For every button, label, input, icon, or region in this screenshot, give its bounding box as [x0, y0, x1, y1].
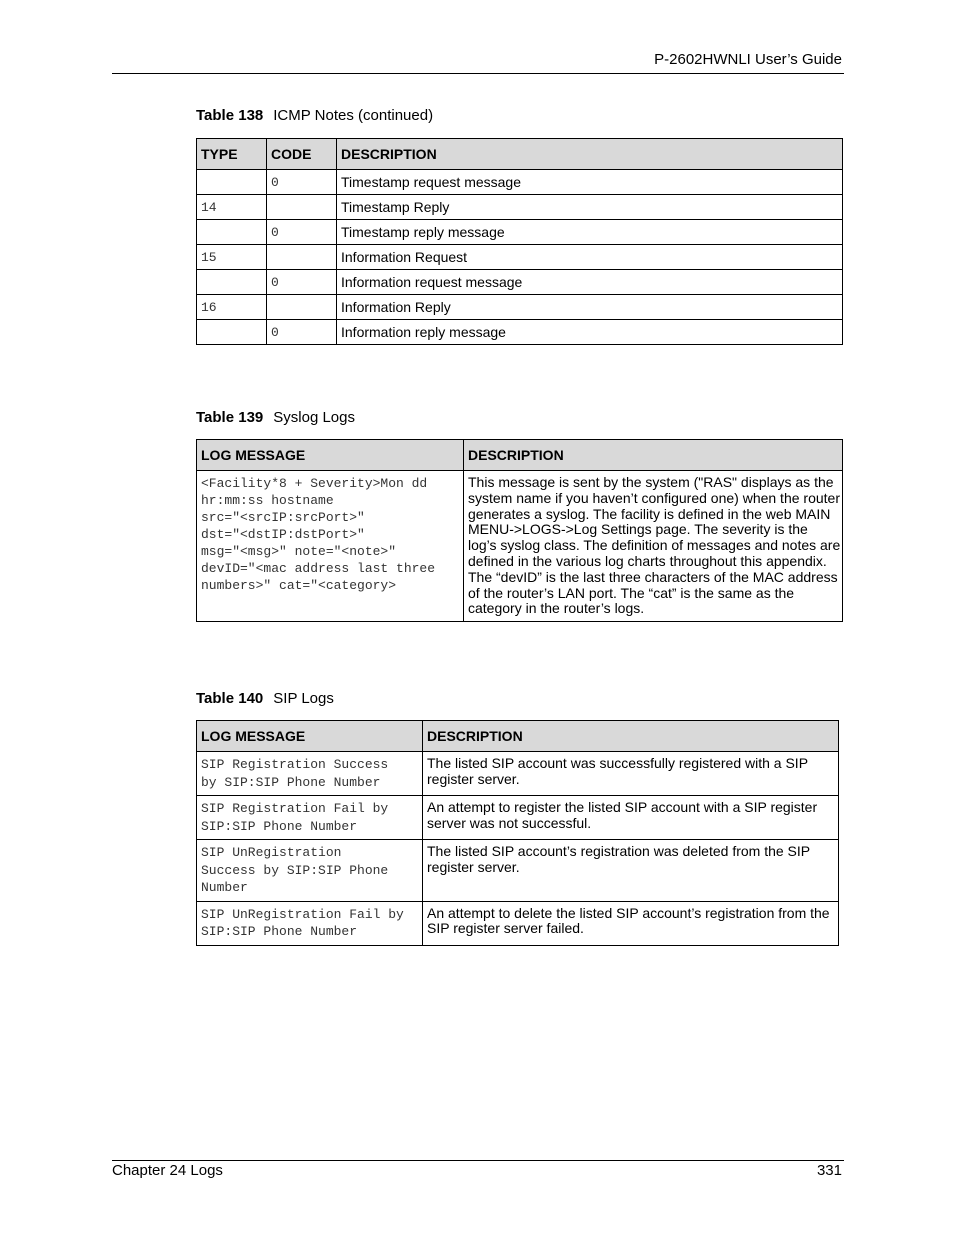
text-line: log’s syslog class. The definition of messages and notes are [468, 537, 841, 554]
table-row [197, 295, 843, 320]
header-log-message: LOG MESSAGE [197, 721, 423, 752]
chapter-label: Chapter 24 Logs [112, 1162, 223, 1179]
table-138-caption [196, 107, 433, 124]
text-line: MENU->LOGS->Log Settings page. The severity is the [468, 521, 808, 538]
description-cell [423, 840, 839, 902]
table-row [197, 320, 843, 345]
caption-label: Table 140 [196, 690, 264, 707]
page-number: 331 [816, 1162, 842, 1179]
table-row [197, 245, 843, 270]
text-line: msg="<msg>" note="<note>" [201, 544, 397, 559]
description-cell [423, 796, 839, 840]
text-line: src="<srcIP:srcPort>" [201, 510, 365, 525]
table-row [197, 170, 843, 195]
type-cell [197, 320, 267, 345]
description-cell: Information Request [337, 245, 843, 270]
text-line: generates a syslog. The facility is defined in the web MAIN [468, 505, 831, 522]
log-message-cell [197, 471, 464, 622]
table-row [197, 796, 839, 840]
header-code: CODE [267, 139, 337, 170]
syslog-logs-table [196, 439, 843, 622]
text-line: The listed SIP account was successfully registered with a SIP [427, 755, 809, 771]
code-cell [267, 245, 337, 270]
text-line: by SIP:SIP Phone Number [201, 774, 381, 790]
table-row [197, 220, 843, 245]
text-line: SIP UnRegistration Fail by [201, 906, 404, 922]
text-line: SIP:SIP Phone Number [201, 818, 358, 834]
table-header-row [197, 139, 843, 170]
text-line: register server. [427, 770, 520, 787]
caption-label: Table 138 [196, 107, 264, 124]
code-cell: 0 [267, 320, 337, 345]
text-line: SIP:SIP Phone Number [201, 924, 358, 939]
text-line: Success by SIP:SIP Phone [201, 862, 389, 878]
text-line: SIP Registration Success [201, 757, 389, 772]
header-description: DESCRIPTION [464, 440, 843, 471]
description-cell: Information Reply [337, 295, 843, 320]
code-cell [267, 195, 337, 220]
type-cell [197, 170, 267, 195]
type-cell [197, 270, 267, 295]
text-line: An attempt to delete the listed SIP account’s registration from the [427, 904, 830, 921]
log-message-cell [197, 840, 423, 902]
table-header-row [197, 721, 839, 752]
text-line: defined in the various log charts throughout this appendix. [468, 552, 827, 569]
code-cell: 0 [267, 270, 337, 295]
log-message-cell [197, 796, 423, 840]
table-row [197, 752, 839, 796]
text-line: dst="<dstIP:dstPort>" [201, 527, 365, 542]
table-row [197, 195, 843, 220]
description-cell [423, 752, 839, 796]
description-cell [464, 471, 843, 622]
caption-title: ICMP Notes (continued) [273, 107, 434, 124]
text-line: register server. [427, 858, 520, 875]
text-line: numbers>" cat="<category> [201, 578, 397, 593]
sip-logs-table [196, 720, 839, 946]
text-line: Number [201, 880, 248, 895]
text-line: This message is sent by the system ("RAS" displays as the [468, 474, 834, 490]
table-139-caption [196, 409, 355, 426]
description-cell: Timestamp request message [337, 170, 843, 195]
caption-title: Syslog Logs [273, 409, 355, 426]
description-cell: Timestamp Reply [337, 195, 843, 220]
header-description: DESCRIPTION [337, 139, 843, 170]
code-cell: 0 [267, 170, 337, 195]
description-cell: Information request message [337, 270, 843, 295]
header-rule [112, 73, 844, 74]
header-log-message: LOG MESSAGE [197, 440, 464, 471]
caption-label: Table 139 [196, 409, 264, 426]
table-140-caption [196, 690, 334, 707]
footer-rule [112, 1160, 844, 1161]
log-message-cell [197, 752, 423, 796]
text-line: system name if you haven’t configured one) when the router [468, 489, 840, 506]
table-row [197, 840, 839, 902]
text-line: The “devID” is the last three characters of the MAC address [468, 568, 838, 585]
header-type: TYPE [197, 139, 267, 170]
text-line: SIP register server failed. [427, 920, 584, 937]
type-cell: 15 [197, 245, 267, 270]
text-line: hr:mm:ss hostname [201, 493, 334, 508]
text-line: <Facility*8 + Severity>Mon dd [201, 476, 428, 491]
document-title: P-2602HWNLI User’s Guide [654, 51, 842, 68]
text-line: devID="<mac address last three [201, 561, 436, 576]
description-cell [423, 901, 839, 945]
table-row [197, 901, 839, 945]
log-message-cell [197, 901, 423, 945]
description-cell: Timestamp reply message [337, 220, 843, 245]
text-line: server was not successful. [427, 814, 592, 831]
table-header-row [197, 440, 843, 471]
caption-title: SIP Logs [273, 690, 334, 707]
type-cell: 14 [197, 195, 267, 220]
description-cell: Information reply message [337, 320, 843, 345]
header-description: DESCRIPTION [423, 721, 839, 752]
text-line: of the router’s LAN port. The “cat” is the same as the [468, 584, 795, 601]
icmp-notes-table [196, 138, 843, 345]
table-row [197, 270, 843, 295]
text-line: SIP UnRegistration [201, 845, 342, 860]
text-line: An attempt to register the listed SIP account with a SIP register [427, 799, 818, 815]
table-row [197, 471, 843, 622]
type-cell: 16 [197, 295, 267, 320]
type-cell [197, 220, 267, 245]
text-line: SIP Registration Fail by [201, 801, 389, 816]
code-cell: 0 [267, 220, 337, 245]
text-line: The listed SIP account’s registration was deleted from the SIP [427, 843, 811, 859]
text-line: category in the router’s logs. [468, 600, 645, 617]
code-cell [267, 295, 337, 320]
